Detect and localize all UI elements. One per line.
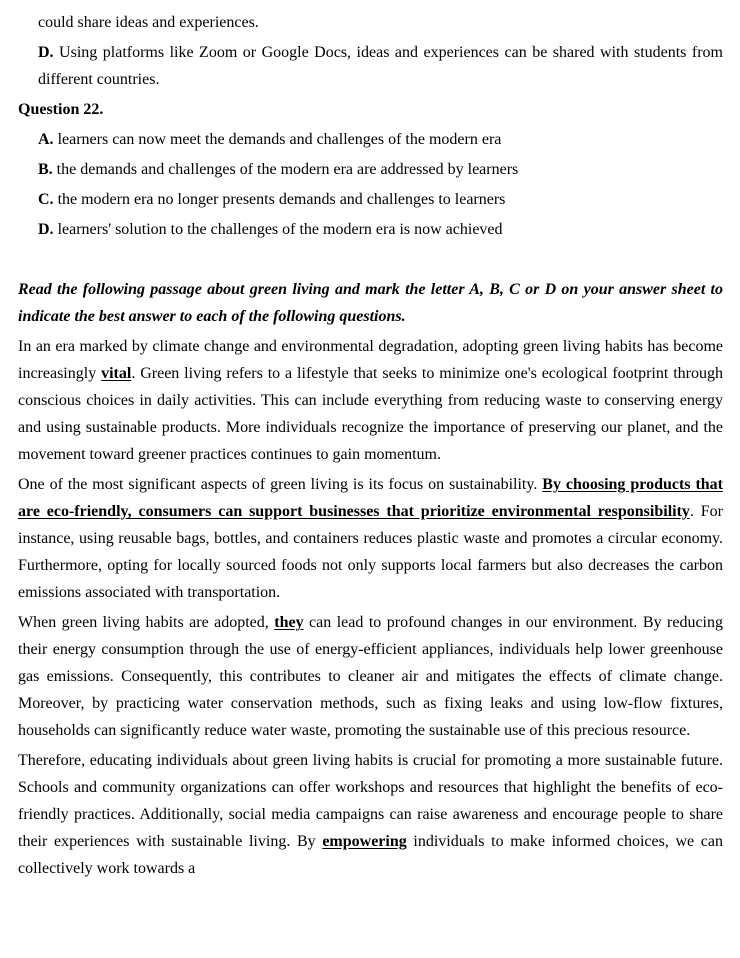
passage-paragraph-1 <box>18 333 723 468</box>
passage-paragraph-3 <box>18 609 723 744</box>
text-segment: C. <box>38 191 54 208</box>
text-segment: the modern era no longer presents demands and challenges to learners <box>53 191 506 208</box>
text-segment: vital <box>101 365 132 382</box>
text-segment: When green living habits are adopted, <box>18 614 275 631</box>
text-segment: could share ideas and experiences. <box>38 14 259 31</box>
passage-paragraph-2 <box>18 471 723 606</box>
text-segment: A. <box>38 131 54 148</box>
text-segment: By choosing products that are eco-friendly, consumers can support businesses that prioritize environmental responsibility <box>18 476 723 520</box>
text-segment: learners can now meet the demands and challenges of the modern era <box>53 131 502 148</box>
text-segment: . For instance, using reusable bags, bottles, and containers reduces plastic waste and promotes a circular economy. Furthermore, opting for locally sourced foods not only supports local farmers but also decreases the carbon emissions associated with transportation. <box>18 503 724 601</box>
text-segment: Therefore, educating individuals about green living habits is crucial for promoting a more sustainable future. Schools and community organizations can offer workshops and resources that highlight the benefits of eco-friendly practices. Additionally, social media campaigns can raise awareness and encourage people to share their experiences with sustainable living. By <box>18 752 723 850</box>
answer-option-b <box>18 156 723 183</box>
text-segment: Read the following passage about green living and mark the letter A, B, C or D on your answer sheet to indicate the best answer to each of the following questions. <box>18 281 723 325</box>
text-segment: individuals to make informed choices, we can collectively work towards a <box>18 833 724 877</box>
blank-line <box>18 246 723 276</box>
continuation-line <box>18 9 723 36</box>
answer-option-a <box>18 126 723 153</box>
text-segment: they <box>274 614 304 631</box>
text-segment: learners' solution to the challenges of the modern era is now achieved <box>53 221 503 238</box>
text-segment: In an era marked by climate change and environmental degradation, adopting green living habits has become increasingly <box>18 338 723 382</box>
text-segment: . Green living refers to a lifestyle that seeks to minimize one's ecological footprint through conscious choices in daily activities. This can include everything from reducing waste to conserving energy and using sustainable products. More individuals recognize the importance of preserving our planet, and the movement toward greener practices continues to gain momentum. <box>18 365 723 463</box>
passage-paragraph-4 <box>18 747 723 882</box>
text-segment: empowering <box>322 833 407 850</box>
answer-option-d-previous-question <box>18 39 723 93</box>
text-segment: can lead to profound changes in our environment. By reducing their energy consumption through the use of energy-efficient appliances, individuals help lower greenhouse gas emissions. Consequently, this contributes to cleaner air and mitigates the effects of climate change. Moreover, by practicing water conservation methods, such as fixing leaks and using low-flow fixtures, households can significantly reduce water waste, promoting the sustainable use of this precious resource. <box>18 614 724 739</box>
text-segment: D. <box>38 44 54 61</box>
question-22-heading <box>18 96 723 123</box>
answer-option-d <box>18 216 723 243</box>
text-segment: One of the most significant aspects of green living is its focus on sustainability. <box>18 476 543 493</box>
text-segment: Using platforms like Zoom or Google Docs, ideas and experiences can be shared with students from different countries. <box>38 44 723 88</box>
text-segment: B. <box>38 161 53 178</box>
passage-instruction <box>18 276 723 330</box>
text-segment: D. <box>38 221 54 238</box>
text-segment: Question 22. <box>18 101 104 118</box>
answer-option-c <box>18 186 723 213</box>
text-segment: the demands and challenges of the modern era are addressed by learners <box>52 161 519 178</box>
